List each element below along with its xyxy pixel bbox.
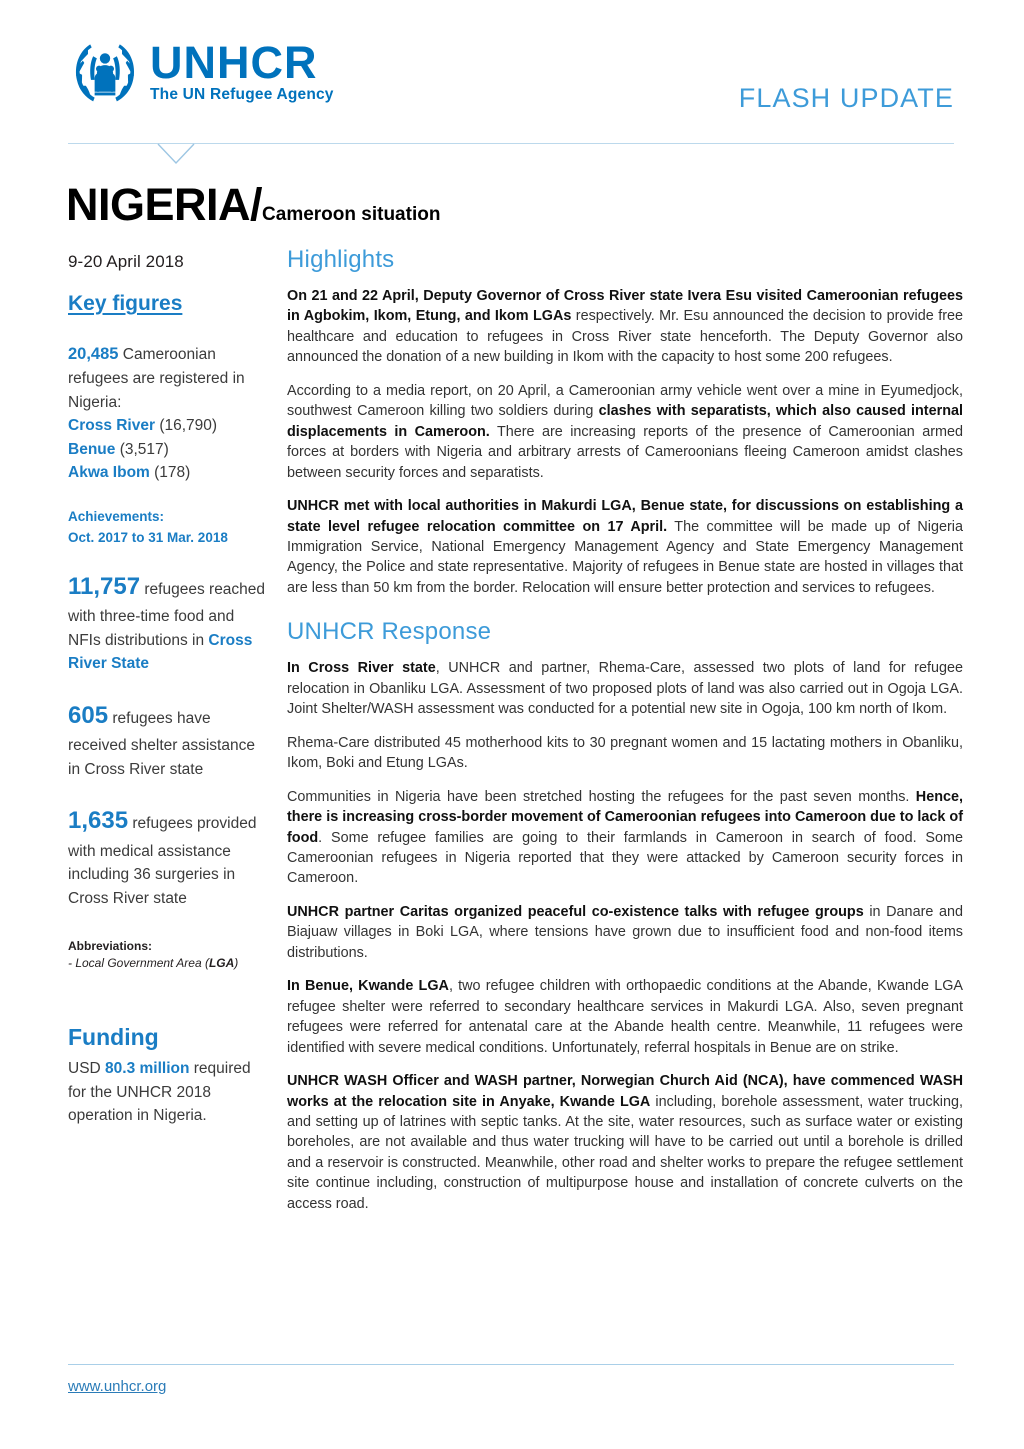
- funding-prefix: USD: [68, 1060, 106, 1078]
- location-count-1: (3,517): [119, 440, 169, 458]
- funding-suffix: required for the UNHCR 2018 operation in Nigeria.: [68, 1060, 251, 1125]
- response-1-bold: In Cross River state: [287, 660, 436, 677]
- highlight-3-rest: The committee will be made up of Nigeria Immigration Service, National Emergency Management Agency and State Emergency Management Agency, the Police and state representative. Majority of refugees in Benue state are hosted in villages that are less than 50 km from the border. Relocation will ensure better protection and services to refugees.: [287, 518, 963, 596]
- location-name-0: Cross River: [68, 417, 156, 435]
- response-5-bold: In Benue, Kwande LGA: [287, 978, 449, 995]
- response-paragraph-4: [287, 902, 963, 963]
- highlight-paragraph-2: [287, 381, 963, 483]
- achievements-header: [68, 507, 268, 549]
- response-heading: UNHCR Response: [287, 618, 492, 646]
- page-title-country: NIGERIA/: [66, 179, 263, 230]
- page-title-situation: Cameroon situation: [262, 204, 441, 225]
- abbreviations-title: Abbreviations:: [68, 939, 153, 954]
- page-title: [66, 179, 441, 230]
- highlight-3-bold: UNHCR met with local authorities in Makurdi LGA, Benue state, for discussions on establishing a state level refugee relocation committee on 17 April.: [287, 498, 963, 535]
- chevron-down-icon: [157, 143, 195, 165]
- highlight-1-bold: On 21 and 22 April, Deputy Governor of Cross River state Ivera Esu visited Cameroonian refugees in Agbokim, Ikom, Etung, and Ikom LGAs: [287, 288, 963, 325]
- highlights-heading: Highlights: [287, 246, 395, 273]
- location-count-2: (178): [154, 464, 191, 482]
- highlight-2-lead: According to a media report, on 20 April, a Cameroonian army vehicle went over a mine in Eyumedjock, southwest Cameroon killing two soldiers during: [287, 382, 963, 420]
- unhcr-tagline: The UN Refugee Agency: [150, 85, 334, 103]
- response-paragraph-3: [287, 787, 963, 889]
- response-4-bold: UNHCR partner Caritas organized peaceful co-existence talks with refugee groups: [287, 903, 864, 920]
- highlight-paragraph-3: [287, 496, 963, 598]
- abbreviation-lga: [68, 955, 268, 972]
- abbreviations-block: [68, 938, 268, 972]
- key-figures-heading: Key figures: [68, 292, 183, 315]
- footer-divider: [68, 1364, 954, 1365]
- document-type-label: FLASH UPDATE: [738, 83, 954, 113]
- unhcr-logo-text: [150, 36, 334, 103]
- response-4-rest: in Danare and Biajuaw villages in Boki LGA, where tensions have grown due to insufficient food and non-food items distributions.: [287, 903, 963, 961]
- food-nfi-text: refugees reached with three-time food and NFIs distributions in: [68, 580, 266, 649]
- report-date-range: 9-20 April 2018: [68, 252, 184, 271]
- header-divider: [68, 143, 954, 144]
- achievements-label: Achievements:: [68, 508, 165, 524]
- highlight-2-bold: clashes with separatists, which also caused internal displacements in Cameroon.: [287, 403, 963, 440]
- response-3-bold: Hence, there is increasing cross-border movement of Cameroonian refugees into Cameroon due to lack of food: [287, 788, 963, 846]
- unhcr-logo: [68, 34, 334, 108]
- key-figure-shelter: [68, 698, 268, 782]
- abbreviation-lga-code: LGA: [208, 956, 235, 971]
- response-paragraph-5: [287, 976, 963, 1058]
- location-count-0: (16,790): [159, 417, 218, 435]
- highlight-2-rest: There are increasing reports of the presence of Cameroonian armed forces at borders with Nigeria and arbitrary arrests of Cameroonians fleeing Cameroon amidst clashes between security forces and separatists.: [287, 423, 963, 481]
- response-paragraph-1: [287, 658, 963, 719]
- response-3-rest: . Some refugee families are going to their farmlands in Cameroon in search of food. Some Cameroonian refugees in Nigeria reported that they were attacked by Cameroon security forces in Cameroon.: [287, 829, 963, 887]
- key-figure-medical: [68, 803, 268, 910]
- response-6-bold: UNHCR WASH Officer and WASH partner, Norwegian Church Aid (NCA), have commenced WASH works at the relocation site in Anyake, Kwande LGA: [287, 1073, 963, 1110]
- document-header: [0, 0, 1024, 150]
- key-figure-food-nfi: [68, 569, 268, 676]
- abbreviation-lga-text: - Local Government Area (: [68, 956, 209, 971]
- shelter-count: 605: [68, 701, 109, 729]
- sidebar: [68, 252, 268, 1128]
- registered-text: Cameroonian refugees are registered in Nigeria:: [68, 346, 245, 411]
- highlight-paragraph-1: [287, 286, 963, 368]
- response-paragraph-2: [287, 733, 963, 774]
- response-5-rest: , two refugee children with orthopaedic conditions at the Abande, Kwande LGA refugee shelter were referred to secondary healthcare services in Makurdi LGA. Also, seven pregnant refugees were referred for antenatal care at the Abande health centre. Meanwhile, 11 refugees were identified with severe medical conditions. Unfortunately, referral hospitals in Benue are on strike.: [287, 978, 963, 1056]
- medical-text: refugees provided with medical assistance including 36 surgeries in Cross River state: [68, 815, 257, 907]
- funding-heading: Funding: [68, 1024, 159, 1051]
- achievements-period: Oct. 2017 to 31 Mar. 2018: [68, 529, 228, 545]
- location-name-1: Benue: [68, 440, 116, 458]
- registered-count: 20,485: [68, 345, 119, 363]
- shelter-text: refugees have received shelter assistance in Cross River state: [68, 709, 255, 778]
- food-nfi-count: 11,757: [68, 572, 141, 600]
- response-6-rest: including, borehole assessment, water trucking, and setting up of latrines with septic tanks. At the site, water resources, such as surface water or existing boreholes, are not available and thus water trucking will have to be carried out until a borehole is drilled and a reservoir is constructed. Meanwhile, other road and shelter works to prepare the refugee settlement site continue including, construction of multipurpose house and installation of concrete culverts on the access road.: [287, 1093, 963, 1212]
- response-3-lead: Communities in Nigeria have been stretched hosting the refugees for the past seven months.: [287, 788, 916, 805]
- response-1-rest: , UNHCR and partner, Rhema-Care, assessed two plots of land for refugee relocation in Obanliku LGA. Assessment of two proposed plots of land was also carried out in Ogoja LGA. Joint Shelter/WASH assessment was conducted for a potential new site in Ogoja, 100 km north of Ikom.: [287, 660, 963, 718]
- unhcr-wordmark: UNHCR: [150, 36, 318, 88]
- response-paragraph-6: [287, 1071, 963, 1214]
- footer-website-link[interactable]: www.unhcr.org: [68, 1378, 167, 1395]
- key-figure-registered: [68, 342, 268, 485]
- funding-amount: 80.3 million: [105, 1060, 190, 1078]
- unhcr-emblem-icon: [68, 34, 142, 108]
- abbreviation-lga-close: ): [234, 956, 239, 971]
- funding-text: [68, 1057, 268, 1128]
- main-content: [287, 246, 963, 1227]
- food-nfi-highlight: Cross River State: [68, 631, 253, 673]
- medical-count: 1,635: [68, 807, 129, 835]
- highlight-1-rest: respectively. Mr. Esu announced the decision to provide free healthcare and education to refugees in Cross River state henceforth. The Deputy Governor also announced the donation of a new building in Ikom with the capacity to host some 200 refugees.: [287, 308, 963, 366]
- response-2-lead: Rhema-Care distributed 45 motherhood kits to 30 pregnant women and 15 lactating mothers in Obanliku, Ikom, Boki and Etung LGAs.: [287, 734, 963, 772]
- location-name-2: Akwa Ibom: [68, 464, 150, 482]
